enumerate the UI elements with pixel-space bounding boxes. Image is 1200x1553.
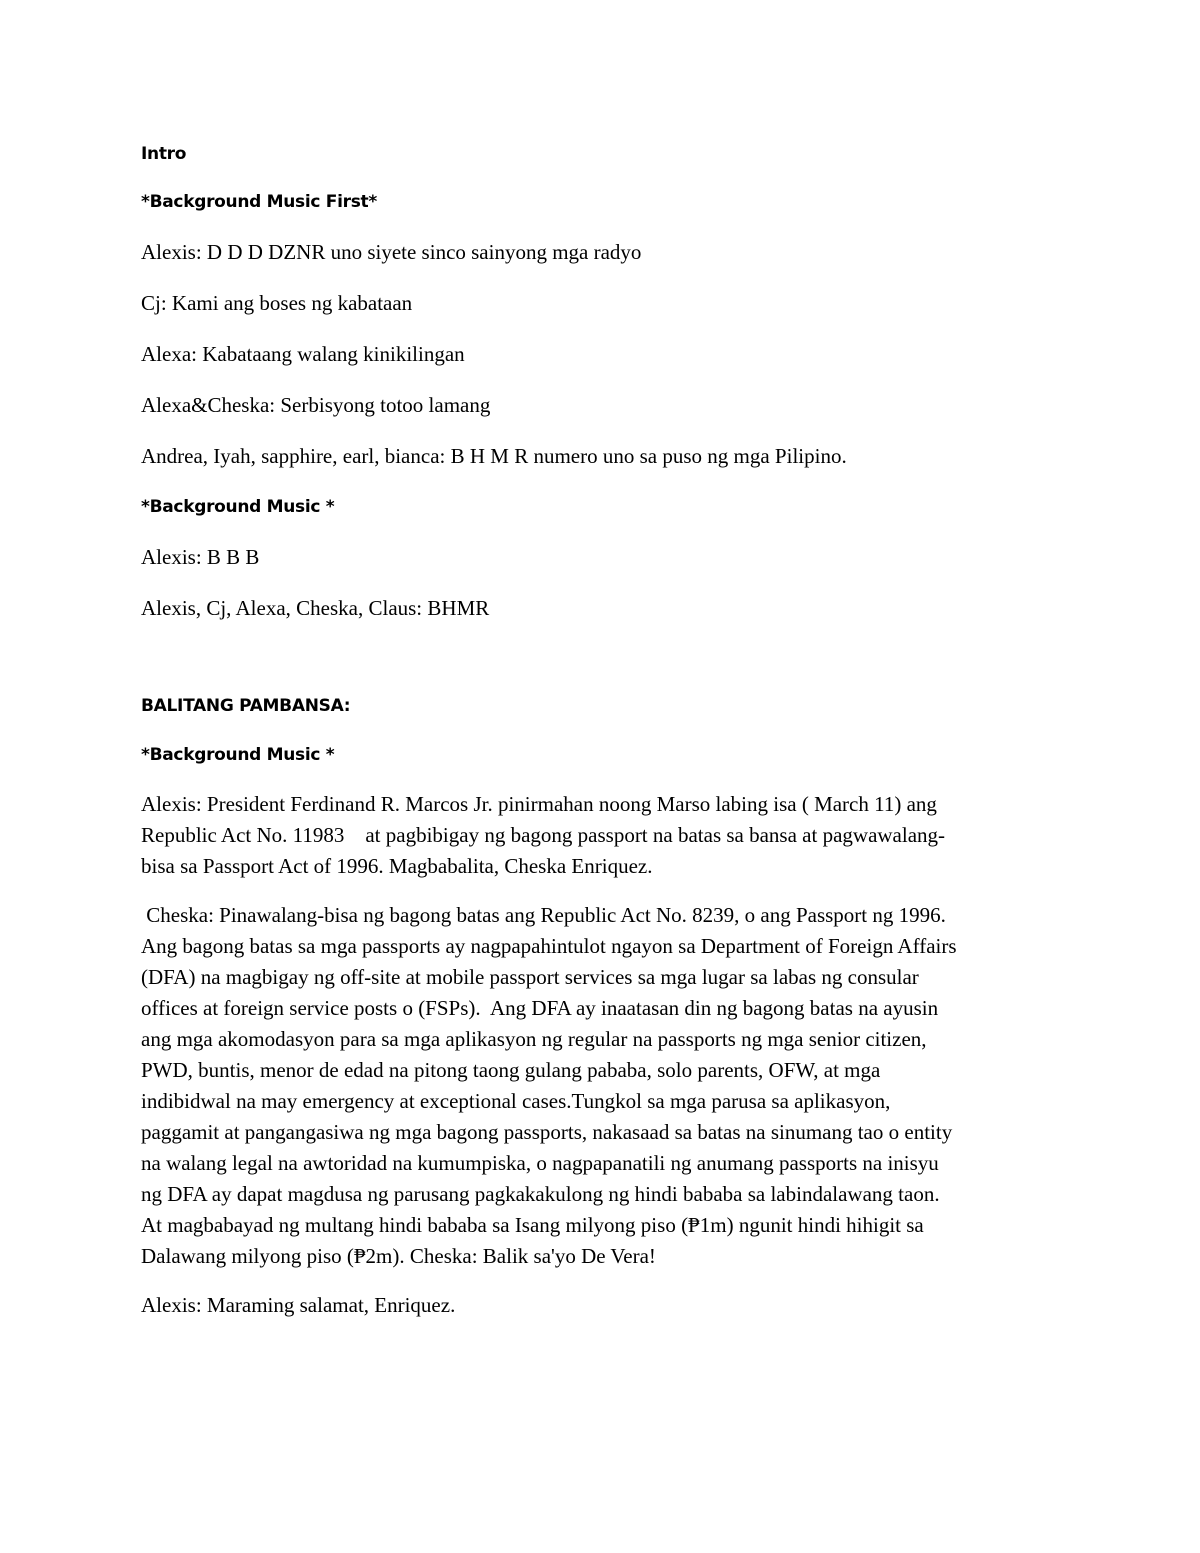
script-line-alexis-intro: Alexis: D D D DZNR uno siyete sinco sainyong mga radyo — [141, 240, 642, 264]
cheska-report-paragraph — [141, 900, 1061, 1272]
paragraph-line: offices at foreign service posts o (FSPs). Ang DFA ay inaatasan din ng bagong batas na ayusin — [141, 996, 939, 1020]
balita-heading: BALITANG PAMBANSA: — [141, 696, 351, 716]
script-line-alexis-bbb: Alexis: B B B — [141, 545, 260, 569]
paragraph-line: Cheska: Pinawalang-bisa ng bagong batas ang Republic Act No. 8239, o ang Passport ng 1996. — [141, 903, 946, 927]
paragraph-line: Alexis: President Ferdinand R. Marcos Jr. pinirmahan noong Marso labing isa ( March 11) ang — [141, 792, 937, 816]
alexis-news-paragraph — [141, 789, 1061, 882]
music-cue-third: *Background Music * — [141, 745, 335, 765]
paragraph-line: (DFA) na magbigay ng off-site at mobile passport services sa mga lugar sa labas ng consular — [141, 965, 919, 989]
paragraph-line: Republic Act No. 11983 at pagbibigay ng bagong passport na batas sa bansa at pagwawalang- — [141, 823, 946, 847]
script-line-alexis-closing: Alexis: Maraming salamat, Enriquez. — [141, 1293, 456, 1317]
paragraph-line: bisa sa Passport Act of 1996. Magbabalita, Cheska Enriquez. — [141, 854, 653, 878]
paragraph-line: PWD, buntis, menor de edad na pitong taong gulang pababa, solo parents, OFW, at mga — [141, 1058, 881, 1082]
script-line-cj: Cj: Kami ang boses ng kabataan — [141, 291, 413, 315]
paragraph-line: paggamit at pangangasiwa ng mga bagong passports, nakasaad sa batas na sinumang tao o entity — [141, 1120, 953, 1144]
script-line-all-bhmr: Alexis, Cj, Alexa, Cheska, Claus: BHMR — [141, 596, 490, 620]
script-line-group: Andrea, Iyah, sapphire, earl, bianca: B H M R numero uno sa puso ng mga Pilipino. — [141, 444, 847, 468]
music-cue-first: *Background Music First* — [141, 192, 377, 212]
intro-heading: Intro — [141, 144, 187, 164]
paragraph-line: na walang legal na awtoridad na kumumpiska, o nagpapanatili ng anumang passports na inisyu — [141, 1151, 939, 1175]
script-line-alexa: Alexa: Kabataang walang kinikilingan — [141, 342, 465, 366]
paragraph-line: Ang bagong batas sa mga passports ay nagpapahintulot ngayon sa Department of Foreign Affairs — [141, 934, 957, 958]
paragraph-line: ang mga akomodasyon para sa mga aplikasyon ng regular na passports ng mga senior citizen, — [141, 1027, 927, 1051]
document-body — [141, 139, 1061, 1320]
paragraph-line: At magbabayad ng multang hindi bababa sa Isang milyong piso (₱1m) ngunit hindi hihigit sa — [141, 1213, 924, 1237]
paragraph-line: indibidwal na may emergency at exceptional cases.Tungkol sa mga parusa sa aplikasyon, — [141, 1089, 891, 1113]
paragraph-line: ng DFA ay dapat magdusa ng parusang pagkakakulong ng hindi bababa sa labindalawang taon. — [141, 1182, 940, 1206]
script-line-alexa-cheska: Alexa&Cheska: Serbisyong totoo lamang — [141, 393, 491, 417]
music-cue-second: *Background Music * — [141, 497, 335, 517]
paragraph-line: Dalawang milyong piso (₱2m). Cheska: Balik sa'yo De Vera! — [141, 1244, 656, 1268]
